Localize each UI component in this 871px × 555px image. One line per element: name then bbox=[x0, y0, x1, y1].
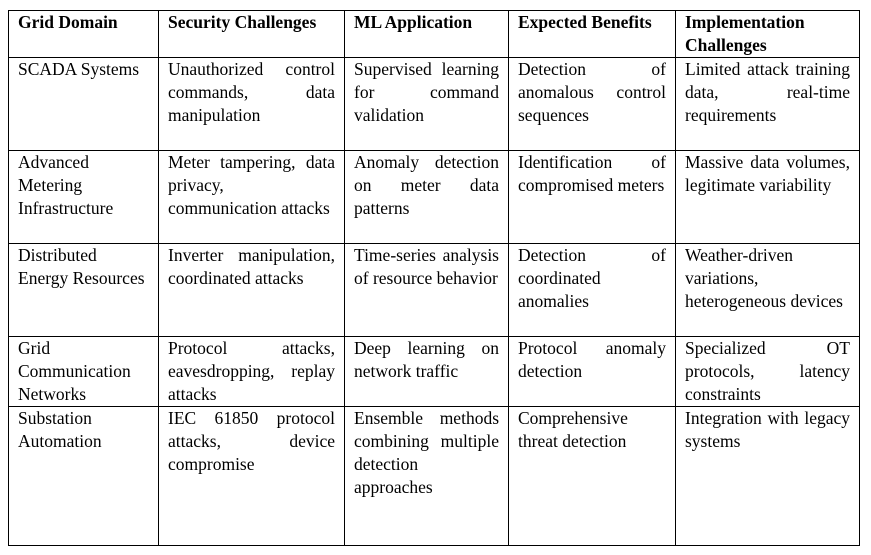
cell-grid-domain: Advanced Metering Infrastructure bbox=[9, 151, 159, 244]
header-row bbox=[9, 11, 860, 58]
grid-ml-security-table bbox=[8, 10, 860, 546]
cell-security-challenges: Unauthorized control commands, data manipulation bbox=[159, 58, 345, 151]
cell-ml-application: Time-series analysis of resource behavior bbox=[345, 244, 509, 337]
cell-implementation-challenges: Weather-driven variations, heterogeneous devices bbox=[676, 244, 860, 337]
cell-implementation-challenges: Specialized OT protocols, latency constraints bbox=[676, 337, 860, 407]
cell-implementation-challenges: Integration with legacy systems bbox=[676, 407, 860, 546]
header-ml-application: ML Application bbox=[345, 11, 509, 58]
table-row bbox=[9, 151, 860, 244]
cell-grid-domain: SCADA Systems bbox=[9, 58, 159, 151]
header-expected-benefits: Expected Benefits bbox=[509, 11, 676, 58]
cell-grid-domain: Distributed Energy Resources bbox=[9, 244, 159, 337]
table-row bbox=[9, 407, 860, 546]
cell-implementation-challenges: Massive data volumes, legitimate variability bbox=[676, 151, 860, 244]
cell-ml-application: Deep learning on network traffic bbox=[345, 337, 509, 407]
cell-expected-benefits: Detection of coordinated anomalies bbox=[509, 244, 676, 337]
table-container bbox=[8, 10, 860, 546]
cell-grid-domain: Grid Communication Networks bbox=[9, 337, 159, 407]
table-row bbox=[9, 58, 860, 151]
cell-expected-benefits: Identification of compromised meters bbox=[509, 151, 676, 244]
cell-security-challenges: IEC 61850 protocol attacks, device compromise bbox=[159, 407, 345, 546]
cell-ml-application: Supervised learning for command validation bbox=[345, 58, 509, 151]
cell-ml-application: Anomaly detection on meter data patterns bbox=[345, 151, 509, 244]
header-security-challenges: Security Challenges bbox=[159, 11, 345, 58]
cell-expected-benefits: Detection of anomalous control sequences bbox=[509, 58, 676, 151]
header-implementation-challenges: Implementation Challenges bbox=[676, 11, 860, 58]
table-row bbox=[9, 244, 860, 337]
table-row bbox=[9, 337, 860, 407]
cell-security-challenges: Inverter manipulation, coordinated attacks bbox=[159, 244, 345, 337]
cell-expected-benefits: Comprehensive threat detection bbox=[509, 407, 676, 546]
cell-grid-domain: Substation Automation bbox=[9, 407, 159, 546]
header-grid-domain: Grid Domain bbox=[9, 11, 159, 58]
cell-implementation-challenges: Limited attack training data, real-time requirements bbox=[676, 58, 860, 151]
cell-ml-application: Ensemble methods combining multiple detection approaches bbox=[345, 407, 509, 546]
cell-expected-benefits: Protocol anomaly detection bbox=[509, 337, 676, 407]
cell-security-challenges: Protocol attacks, eavesdropping, replay attacks bbox=[159, 337, 345, 407]
cell-security-challenges: Meter tampering, data privacy, communication attacks bbox=[159, 151, 345, 244]
